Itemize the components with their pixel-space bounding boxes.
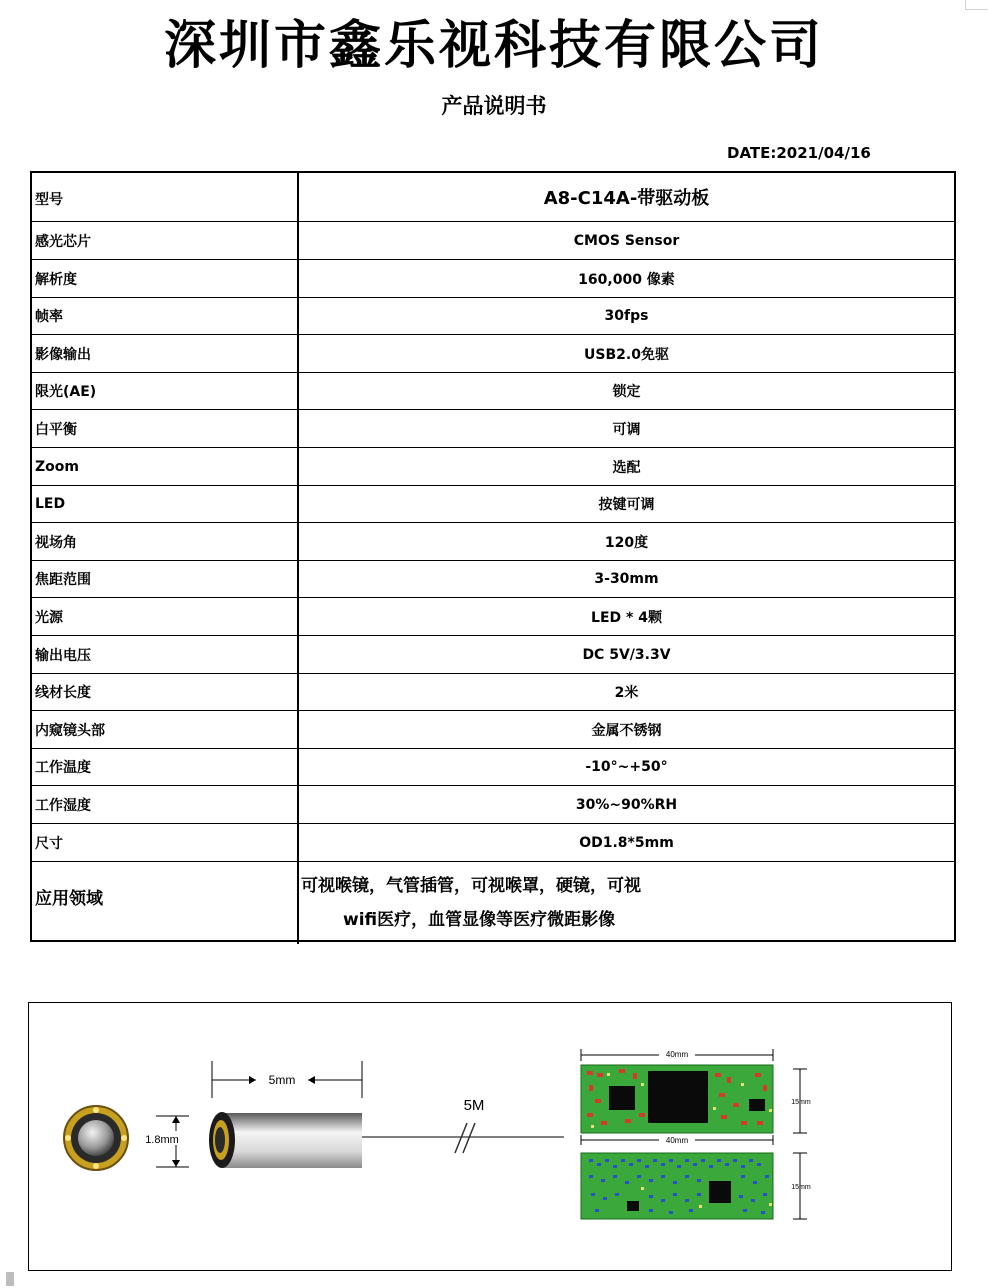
diagram-drawing [29,1003,953,1272]
spec-label: 限光(AE) [32,373,299,409]
diameter-label: 1.8mm [145,1134,179,1146]
spec-value: 金属不锈钢 [591,722,662,739]
spec-row-led [32,486,954,523]
spec-value: 可调 [612,421,641,438]
application-value [299,862,954,944]
document-title: 产品说明书 [441,94,547,118]
length-label: 5mm [268,1073,296,1087]
cable-length-label: 5M [463,1097,485,1114]
spec-row-wb [32,410,954,448]
spec-label: 光源 [32,598,299,635]
spec-row-size [32,824,954,862]
spec-row-zoom [32,448,954,486]
spec-value: LED * 4颗 [591,609,662,626]
spec-label: LED [32,486,299,522]
spec-table [30,171,956,942]
board-top-height-label: 15mm [791,1099,811,1106]
spec-label: 尺寸 [32,824,299,861]
page-corner-mark [965,0,988,10]
pcb-bottom [581,1153,773,1219]
spec-value: 按键可调 [598,497,655,513]
spec-value: 30%~90%RH [575,796,678,813]
spec-label: 影像输出 [32,335,299,372]
pcb-top [581,1065,773,1133]
spec-row-framerate [32,298,954,335]
product-diagram [28,1002,952,1271]
document-date: DATE:2021/04/16 [727,144,871,162]
spec-label: 感光芯片 [32,222,299,259]
spec-row-temp [32,749,954,786]
spec-row-sensor [32,222,954,260]
spec-value: DC 5V/3.3V [582,646,671,663]
spec-value: 锁定 [612,384,641,400]
spec-row-model [32,173,954,222]
spec-value: 160,000 像素 [578,271,675,288]
application-line-2: wifi医疗，血管显像等医疗微距影像 [343,910,616,930]
application-label: 应用领域 [32,862,299,944]
spec-value: 30fps [604,308,649,324]
spec-label: 工作温度 [32,749,299,785]
spec-label: 白平衡 [32,410,299,447]
length-dimension [212,1061,362,1098]
spec-row-light [32,598,954,636]
spec-value: 选配 [612,459,641,476]
board-bottom-width-label: 40mm [665,1136,689,1145]
cable [362,1097,564,1153]
board-bottom-height-label: 15mm [791,1184,811,1191]
spec-label: 线材长度 [32,674,299,710]
spec-label: 内窥镜头部 [32,711,299,748]
spec-row-ae [32,373,954,410]
spec-value: 3-30mm [594,571,659,587]
spec-row-resolution [32,260,954,298]
spec-label: 视场角 [32,523,299,560]
company-name: 深圳市鑫乐视科技有限公司 [163,16,824,76]
spec-value: CMOS Sensor [573,232,680,249]
spec-row-application [32,862,954,944]
camera-head-side-view [209,1112,362,1168]
page-bottom-mark [6,1272,14,1286]
board-top-width-dimension [581,1049,773,1061]
spec-value: 2米 [614,685,639,701]
lens-front-view [64,1106,128,1170]
spec-label: 解析度 [32,260,299,297]
spec-label: 工作湿度 [32,786,299,823]
spec-label: 焦距范围 [32,561,299,597]
board-height-dimensions [791,1069,811,1219]
spec-value: USB2.0免驱 [584,346,669,363]
spec-label: Zoom [32,448,299,485]
spec-value: 120度 [604,534,649,551]
spec-value: -10°~+50° [585,759,668,775]
spec-label: 型号 [32,173,299,221]
board-top-width-label: 40mm [665,1050,689,1059]
diameter-dimension [139,1116,189,1167]
spec-row-humidity [32,786,954,824]
spec-row-voltage [32,636,954,674]
spec-value: A8-C14A-带驱动板 [543,188,710,209]
spec-row-cable [32,674,954,711]
board-bottom-width-dimension [581,1135,773,1145]
spec-row-head [32,711,954,749]
spec-value: OD1.8*5mm [579,834,674,851]
application-line-1: 可视喉镜，气管插管，可视喉罩，硬镜，可视 [301,876,641,896]
spec-label: 输出电压 [32,636,299,673]
spec-label: 帧率 [32,298,299,334]
spec-row-output [32,335,954,373]
spec-row-focus [32,561,954,598]
spec-row-fov [32,523,954,561]
